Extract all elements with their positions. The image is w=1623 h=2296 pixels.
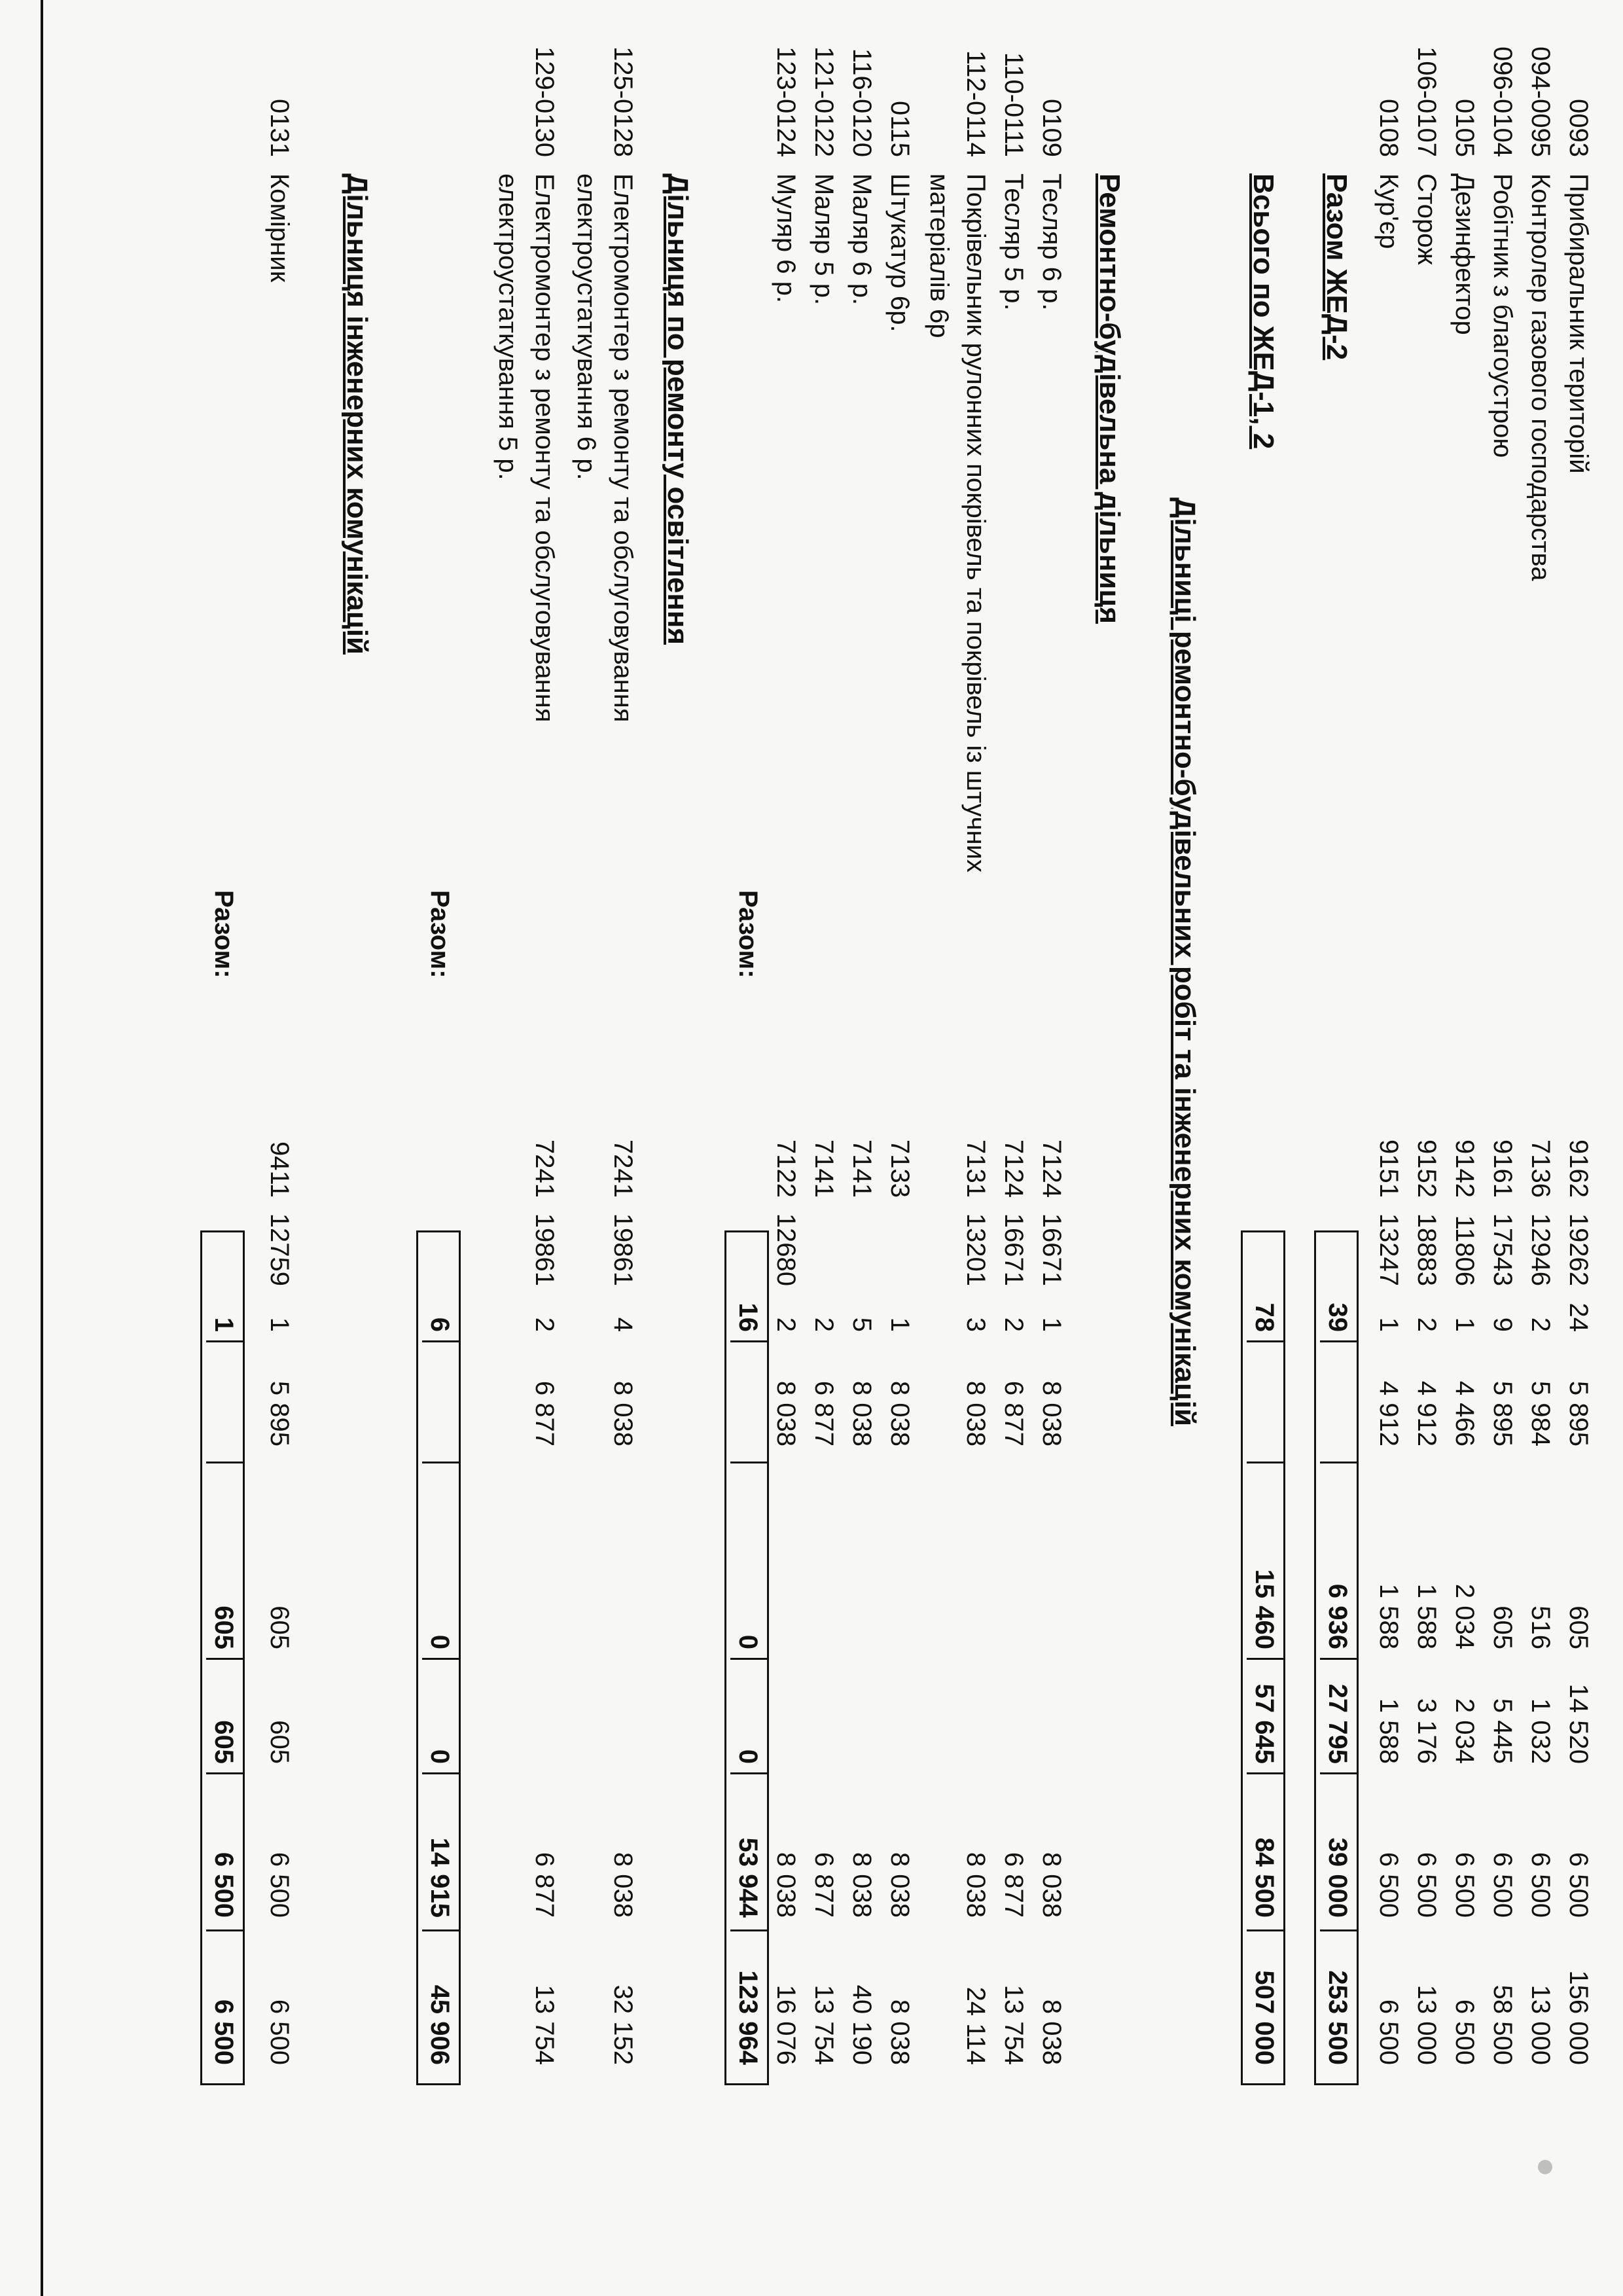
lighting-heading: Дільниця по ремонту освітлення bbox=[662, 173, 694, 645]
cell-c5: 2 034 bbox=[1450, 1583, 1479, 1649]
cell-c8: 13 754 bbox=[530, 1984, 559, 2065]
cell-c5: 0 bbox=[425, 1634, 454, 1649]
cell-c7: 6 877 bbox=[810, 1852, 838, 1918]
section-title: Дільниці ремонтно-будівельних робіт та інженерних комунікацій bbox=[1169, 497, 1201, 1427]
cell-c8: 58 500 bbox=[1488, 1984, 1517, 2065]
row-name: Робітник з благоустрою bbox=[1488, 173, 1517, 458]
cell-c8: 13 000 bbox=[1526, 1984, 1555, 2065]
cell-c3: 2 bbox=[1412, 1317, 1441, 1332]
cell-c6: 5 445 bbox=[1488, 1698, 1517, 1764]
total-zhed2-label: Разом ЖЕД-2 bbox=[1321, 173, 1353, 361]
cell-c3: 2 bbox=[530, 1317, 559, 1332]
cell-c4: 8 038 bbox=[1037, 1380, 1066, 1446]
row-name: Прибиральник територій bbox=[1564, 173, 1593, 474]
cell-c5: 605 bbox=[265, 1605, 294, 1649]
table-row bbox=[882, 0, 918, 2278]
row-code: 129-0130 bbox=[530, 46, 559, 157]
cell-c4: 5 895 bbox=[1564, 1380, 1593, 1446]
cell-c2: 13201 bbox=[961, 1213, 990, 1286]
row-name: Контролер газового господарства bbox=[1526, 173, 1555, 581]
table-row bbox=[526, 0, 563, 2278]
row-name: Маляр 5 р. bbox=[810, 173, 838, 306]
cell-c2: 17543 bbox=[1488, 1213, 1517, 1286]
cell-c8: 156 000 bbox=[1564, 1970, 1593, 2065]
table-row bbox=[261, 0, 298, 2278]
cell-c4: 4 912 bbox=[1412, 1380, 1441, 1446]
cell-c4: 5 895 bbox=[1488, 1380, 1517, 1446]
row-code: 116-0120 bbox=[847, 48, 876, 157]
row-code: 0131 bbox=[265, 99, 294, 157]
row-name: Дезинфектор bbox=[1450, 173, 1479, 335]
cell-c1: 9162 bbox=[1564, 1139, 1593, 1198]
row-name-cont: електроустаткування 5 р. bbox=[493, 173, 522, 480]
cell-c3: 16 bbox=[734, 1302, 762, 1332]
cell-c8: 45 906 bbox=[425, 1984, 454, 2065]
cell-c5: 516 bbox=[1526, 1605, 1555, 1649]
cell-c5: 15 460 bbox=[1250, 1569, 1279, 1649]
cell-c3: 1 bbox=[1037, 1317, 1066, 1332]
cell-c8: 8 038 bbox=[1037, 1999, 1066, 2065]
total-row bbox=[1246, 0, 1283, 2278]
cell-c2: 18883 bbox=[1412, 1213, 1441, 1286]
cell-c7: 6 500 bbox=[265, 1852, 294, 1918]
row-code: 0093 bbox=[1564, 99, 1593, 157]
cell-c7: 6 500 bbox=[1374, 1852, 1403, 1918]
cell-c6: 605 bbox=[209, 1720, 238, 1764]
cell-c7: 6 500 bbox=[1564, 1852, 1593, 1918]
cell-c2: 16671 bbox=[999, 1213, 1028, 1286]
cell-c1: 9152 bbox=[1412, 1139, 1441, 1198]
table-row bbox=[844, 0, 880, 2278]
cell-c7: 8 038 bbox=[609, 1852, 637, 1918]
table-row bbox=[957, 0, 994, 2278]
row-code: 121-0122 bbox=[810, 46, 838, 157]
cell-c6: 27 795 bbox=[1323, 1683, 1352, 1764]
cell-c6: 0 bbox=[425, 1749, 454, 1764]
row-name-cont: матеріалів 6р bbox=[925, 173, 954, 338]
cell-c1: 7133 bbox=[885, 1139, 914, 1198]
cell-c6: 14 520 bbox=[1564, 1683, 1593, 1764]
cell-c2: 16671 bbox=[1037, 1213, 1066, 1286]
row-code: 110-0111 bbox=[999, 52, 1028, 157]
engineering-heading: Дільниця інженерних комунікацій bbox=[341, 173, 373, 655]
cell-c2: 19861 bbox=[609, 1213, 637, 1286]
cell-c7: 14 915 bbox=[425, 1837, 454, 1918]
cell-c4: 4 912 bbox=[1374, 1380, 1403, 1446]
table-bottom-border bbox=[41, 0, 43, 2296]
row-name: Електромонтер з ремонту та обслуговування bbox=[609, 173, 637, 723]
cell-c8: 6 500 bbox=[1450, 1999, 1479, 2065]
cell-c1: 9151 bbox=[1374, 1139, 1403, 1198]
cell-c3: 1 bbox=[1374, 1317, 1403, 1332]
table-row bbox=[768, 0, 804, 2278]
row-code: 0105 bbox=[1450, 99, 1479, 157]
table-row bbox=[1408, 0, 1445, 2278]
cell-c1: 7131 bbox=[961, 1139, 990, 1198]
cell-c3: 24 bbox=[1564, 1302, 1593, 1332]
row-code: 096-0104 bbox=[1488, 46, 1517, 157]
cell-c8: 13 754 bbox=[810, 1984, 838, 2065]
cell-c7: 8 038 bbox=[885, 1852, 914, 1918]
cell-c3: 78 bbox=[1250, 1302, 1279, 1332]
repair-heading: Ремонтно-будівельна дільниця bbox=[1094, 173, 1126, 624]
cell-c2: 19861 bbox=[530, 1213, 559, 1286]
cell-c7: 6 500 bbox=[1450, 1852, 1479, 1918]
cell-c2: 13247 bbox=[1374, 1213, 1403, 1286]
cell-c1: 7136 bbox=[1526, 1139, 1555, 1198]
cell-c1: 7124 bbox=[999, 1139, 1028, 1198]
row-code: 112-0114 bbox=[961, 50, 990, 157]
cell-c8: 123 964 bbox=[734, 1970, 762, 2065]
cell-c5: 0 bbox=[734, 1634, 762, 1649]
cell-c3: 1 bbox=[209, 1317, 238, 1332]
cell-c4: 5 895 bbox=[265, 1380, 294, 1446]
cell-c8: 13 000 bbox=[1412, 1984, 1441, 2065]
cell-c7: 8 038 bbox=[772, 1852, 800, 1918]
cell-c6: 3 176 bbox=[1412, 1698, 1441, 1764]
cell-c7: 6 500 bbox=[1412, 1852, 1441, 1918]
cell-c4: 8 038 bbox=[609, 1380, 637, 1446]
cell-c1: 9142 bbox=[1450, 1139, 1479, 1198]
cell-c3: 3 bbox=[961, 1317, 990, 1332]
cell-c3: 1 bbox=[265, 1317, 294, 1332]
row-name: Тесляр 6 р. bbox=[1037, 173, 1066, 311]
table-row bbox=[995, 0, 1032, 2278]
row-code: 0109 bbox=[1037, 99, 1066, 157]
cell-c1: 7124 bbox=[1037, 1139, 1066, 1198]
cell-c1: 7241 bbox=[609, 1139, 637, 1198]
cell-c2: 12759 bbox=[265, 1213, 294, 1286]
table-row bbox=[605, 0, 641, 2278]
cell-c4: 4 466 bbox=[1450, 1380, 1479, 1446]
table-row bbox=[1522, 0, 1559, 2278]
cell-c1: 9411 bbox=[265, 1141, 294, 1198]
row-name: Штукатур 6р. bbox=[885, 173, 914, 332]
total-row bbox=[1319, 0, 1356, 2278]
cell-c8: 507 000 bbox=[1250, 1970, 1279, 2065]
row-name: Покрівельник рулонних покрівель та покрівель із штучних bbox=[961, 173, 990, 872]
cell-c5: 1 588 bbox=[1412, 1583, 1441, 1649]
row-name-cont: електроустаткування 6 р. bbox=[572, 173, 601, 480]
row-code: 123-0124 bbox=[772, 46, 800, 157]
total-row bbox=[730, 0, 766, 2278]
cell-c3: 9 bbox=[1488, 1317, 1517, 1332]
cell-c7: 6 500 bbox=[1488, 1852, 1517, 1918]
row-name: Комірник bbox=[265, 173, 294, 283]
cell-c1: 7122 bbox=[772, 1139, 800, 1198]
scan-speck bbox=[1538, 2160, 1552, 2174]
row-code: 0108 bbox=[1374, 99, 1403, 157]
table-row bbox=[806, 0, 842, 2278]
cell-c8: 40 190 bbox=[847, 1984, 876, 2065]
cell-c4: 5 984 bbox=[1526, 1380, 1555, 1446]
cell-c6: 2 034 bbox=[1450, 1698, 1479, 1764]
cell-c8: 6 500 bbox=[1374, 1999, 1403, 2065]
cell-c3: 2 bbox=[1526, 1317, 1555, 1332]
cell-c3: 2 bbox=[999, 1317, 1028, 1332]
total-row bbox=[205, 0, 242, 2278]
cell-c5: 605 bbox=[1488, 1605, 1517, 1649]
cell-c3: 5 bbox=[847, 1317, 876, 1332]
cell-c7: 6 877 bbox=[530, 1852, 559, 1918]
cell-c7: 84 500 bbox=[1250, 1837, 1279, 1918]
cell-c4: 8 038 bbox=[847, 1380, 876, 1446]
total-label: Разом: bbox=[734, 890, 762, 978]
cell-c5: 6 936 bbox=[1323, 1583, 1352, 1649]
cell-c4: 8 038 bbox=[961, 1380, 990, 1446]
row-name: Муляр 6 р. bbox=[772, 173, 800, 303]
cell-c7: 53 944 bbox=[734, 1837, 762, 1918]
cell-c8: 6 500 bbox=[209, 1999, 238, 2065]
total-label: Разом: bbox=[425, 890, 454, 978]
cell-c6: 605 bbox=[265, 1720, 294, 1764]
cell-c8: 8 038 bbox=[885, 1999, 914, 2065]
row-name: Електромонтер з ремонту та обслуговування bbox=[530, 173, 559, 723]
row-code: 0115 bbox=[885, 100, 914, 157]
row-name: Сторож bbox=[1412, 173, 1441, 265]
cell-c7: 6 500 bbox=[1526, 1852, 1555, 1918]
cell-c1: 7141 bbox=[810, 1139, 838, 1198]
cell-c7: 8 038 bbox=[1037, 1852, 1066, 1918]
cell-c3: 4 bbox=[609, 1317, 637, 1332]
cell-c3: 2 bbox=[810, 1317, 838, 1332]
cell-c1: 7141 bbox=[847, 1139, 876, 1198]
cell-c7: 8 038 bbox=[847, 1852, 876, 1918]
cell-c5: 605 bbox=[209, 1605, 238, 1649]
table-row bbox=[1484, 0, 1521, 2278]
cell-c5: 1 588 bbox=[1374, 1583, 1403, 1649]
row-name: Маляр 6 р. bbox=[847, 173, 876, 306]
cell-c2: 12946 bbox=[1526, 1213, 1555, 1286]
cell-c4: 6 877 bbox=[530, 1380, 559, 1446]
row-code: 125-0128 bbox=[609, 46, 637, 157]
cell-c1: 9161 bbox=[1488, 1139, 1517, 1198]
cell-c6: 1 032 bbox=[1526, 1698, 1555, 1764]
cell-c6: 1 588 bbox=[1374, 1698, 1403, 1764]
cell-c4: 8 038 bbox=[772, 1380, 800, 1446]
cell-c7: 6 877 bbox=[999, 1852, 1028, 1918]
cell-c3: 6 bbox=[425, 1317, 454, 1332]
cell-c4: 6 877 bbox=[810, 1380, 838, 1446]
cell-c4: 8 038 bbox=[885, 1380, 914, 1446]
cell-c2: 12680 bbox=[772, 1213, 800, 1286]
table-row bbox=[1370, 0, 1407, 2278]
cell-c7: 6 500 bbox=[209, 1852, 238, 1918]
cell-c8: 253 500 bbox=[1323, 1970, 1352, 2065]
cell-c3: 2 bbox=[772, 1317, 800, 1332]
table-row bbox=[1033, 0, 1070, 2278]
cell-c8: 16 076 bbox=[772, 1984, 800, 2065]
cell-c3: 1 bbox=[885, 1317, 914, 1332]
cell-c5: 605 bbox=[1564, 1605, 1593, 1649]
row-name: Тесляр 5 р. bbox=[999, 173, 1028, 311]
cell-c2: 11806 bbox=[1450, 1215, 1479, 1286]
total-row bbox=[421, 0, 458, 2278]
cell-c8: 6 500 bbox=[265, 1999, 294, 2065]
cell-c8: 13 754 bbox=[999, 1984, 1028, 2065]
total-all-label: Всього по ЖЕД-1, 2 bbox=[1247, 173, 1279, 450]
cell-c2: 19262 bbox=[1564, 1213, 1593, 1286]
cell-c7: 39 000 bbox=[1323, 1837, 1352, 1918]
cell-c7: 8 038 bbox=[961, 1852, 990, 1918]
total-label: Разом: bbox=[209, 890, 238, 978]
cell-c1: 7241 bbox=[530, 1139, 559, 1198]
row-name: Кур'єр bbox=[1374, 173, 1403, 249]
row-code: 094-0095 bbox=[1526, 46, 1555, 157]
cell-c4: 6 877 bbox=[999, 1380, 1028, 1446]
cell-c6: 0 bbox=[734, 1749, 762, 1764]
cell-c8: 32 152 bbox=[609, 1984, 637, 2065]
cell-c3: 1 bbox=[1450, 1317, 1479, 1332]
row-code: 106-0107 bbox=[1412, 46, 1441, 157]
table-row bbox=[1560, 0, 1597, 2278]
cell-c6: 57 645 bbox=[1250, 1683, 1279, 1764]
cell-c8: 24 114 bbox=[961, 1986, 990, 2065]
table-row bbox=[1446, 0, 1483, 2278]
cell-c3: 39 bbox=[1323, 1302, 1352, 1332]
